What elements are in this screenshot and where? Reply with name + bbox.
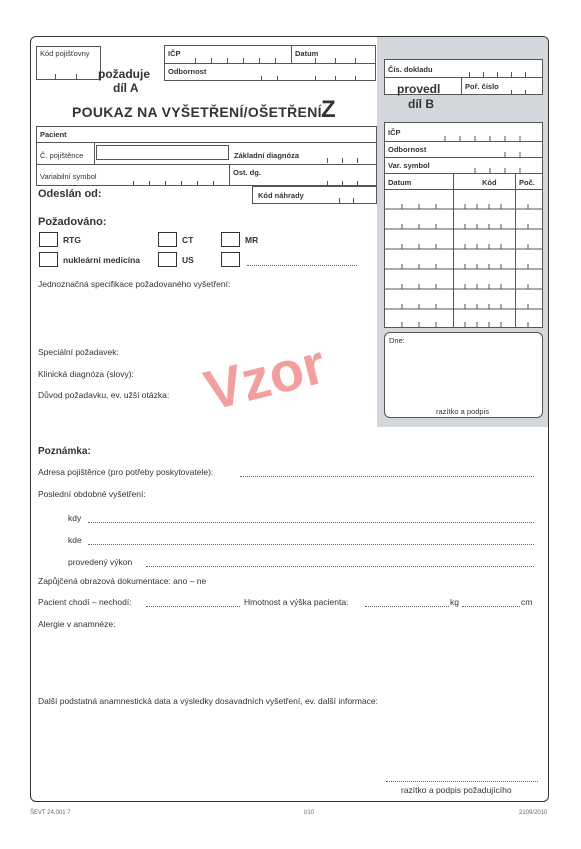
icp-date-box[interactable] (164, 45, 376, 81)
col-date-header: Datum (388, 178, 412, 187)
special-request-label: Speciální požadavek: (38, 347, 119, 357)
address-field[interactable] (240, 476, 534, 477)
note-label: Poznámka: (38, 446, 91, 457)
other-diagnosis-label: Ost. dg. (233, 168, 261, 177)
weight-field[interactable] (365, 606, 449, 607)
nuclear-medicine-label: nukleární medicína (63, 255, 140, 265)
insured-number-field[interactable] (96, 145, 229, 160)
part-b-var-symbol-label: Var. symbol (388, 161, 430, 170)
rtg-label: RTG (63, 235, 81, 245)
part-b-specialty-label: Odbornost (388, 145, 427, 154)
nuclear-medicine-checkbox[interactable] (39, 252, 58, 267)
address-label: Adresa pojištěnce (pro potřeby poskytovatele): (38, 467, 214, 477)
order-number-label: Poř. číslo (465, 82, 499, 91)
footer-date: 2109/2010 (519, 810, 548, 816)
performed-label: provedl (397, 82, 441, 96)
ct-checkbox[interactable] (158, 232, 177, 247)
patient-label: Pacient (40, 130, 67, 139)
compensation-code-label: Kód náhrady (258, 191, 304, 200)
insurer-code-label: Kód pojišťovny (40, 49, 90, 58)
part-b-grid (385, 123, 542, 327)
part-b-table[interactable] (384, 122, 543, 328)
patient-box[interactable] (36, 126, 377, 186)
last-exam-label: Poslední obdobné vyšetření: (38, 489, 146, 499)
weight-height-label: Hmotnost a výška pacienta: (244, 597, 349, 607)
provider-signature-label: razítko a podpis (436, 407, 489, 416)
requester-signature-label: razítko a podpis požadujícího (401, 785, 512, 795)
insurer-code-box[interactable] (36, 46, 101, 80)
other-option-field[interactable] (247, 265, 357, 266)
col-code-header: Kód (482, 178, 497, 187)
ct-label: CT (182, 235, 194, 245)
where-label: kde (68, 535, 82, 545)
height-field[interactable] (462, 606, 520, 607)
us-checkbox[interactable] (158, 252, 177, 267)
us-label: US (182, 255, 194, 265)
compensation-code-box[interactable] (252, 186, 377, 204)
patient-walks-label: Pacient chodí – nechodí: (38, 597, 132, 607)
kg-label: kg (450, 597, 459, 607)
footer-code: ŠEVT 24.001 7 (30, 810, 71, 816)
date-dne-label: Dne: (389, 336, 405, 345)
document-number-label: Čís. dokladu (388, 65, 433, 74)
main-diagnosis-label: Základní diagnóza (234, 151, 300, 160)
patient-walks-field[interactable] (146, 606, 240, 607)
form-title: POUKAZ NA VYŠETŘENÍ/OŠETŘENÍ (72, 104, 322, 120)
rtg-checkbox[interactable] (39, 232, 58, 247)
borrowed-imaging-label: Zapůjčená obrazová dokumentace: ano – ne (38, 576, 207, 586)
part-a-label: díl A (113, 81, 139, 95)
reason-label: Důvod požadavku, ev. užší otázka: (38, 390, 170, 400)
sample-watermark: Vzor (198, 331, 332, 423)
provider-stamp-box[interactable] (384, 332, 543, 418)
form-type-letter: Z (321, 96, 336, 123)
further-info-label: Další podstatná anamnestická data a výsledky dosavadních vyšetření, ev. další informace: (38, 696, 379, 706)
icp-label: IČP (168, 49, 181, 58)
variable-symbol-label: Variabilní symbol (40, 172, 97, 181)
cm-label: cm (521, 597, 533, 607)
sent-from-label: Odeslán od: (38, 188, 102, 200)
procedure-field[interactable] (146, 566, 534, 567)
specialty-label: Odbornost (168, 67, 207, 76)
mr-label: MR (245, 235, 259, 245)
part-b-icp-label: IČP (388, 128, 401, 137)
mr-checkbox[interactable] (221, 232, 240, 247)
where-field[interactable] (88, 544, 534, 545)
procedure-label: provedený výkon (68, 557, 133, 567)
clinical-diagnosis-label: Klinická diagnóza (slovy): (38, 369, 134, 379)
specification-label: Jednoznačná specifikace požadovaného vyšetření: (38, 279, 231, 289)
other-checkbox[interactable] (221, 252, 240, 267)
col-count-header: Poč. (519, 178, 535, 187)
footer-edition: I/10 (304, 810, 315, 816)
allergy-label: Alergie v anamnéze: (38, 619, 116, 629)
part-b-label: díl B (408, 97, 434, 111)
insured-no-label: Č. pojištěnce (40, 151, 84, 160)
requests-label: požaduje (98, 67, 151, 81)
when-field[interactable] (88, 522, 534, 523)
requester-signature-field[interactable] (386, 781, 538, 782)
date-label: Datum (295, 49, 319, 58)
when-label: kdy (68, 513, 82, 523)
requested-label: Požadováno: (38, 216, 107, 228)
